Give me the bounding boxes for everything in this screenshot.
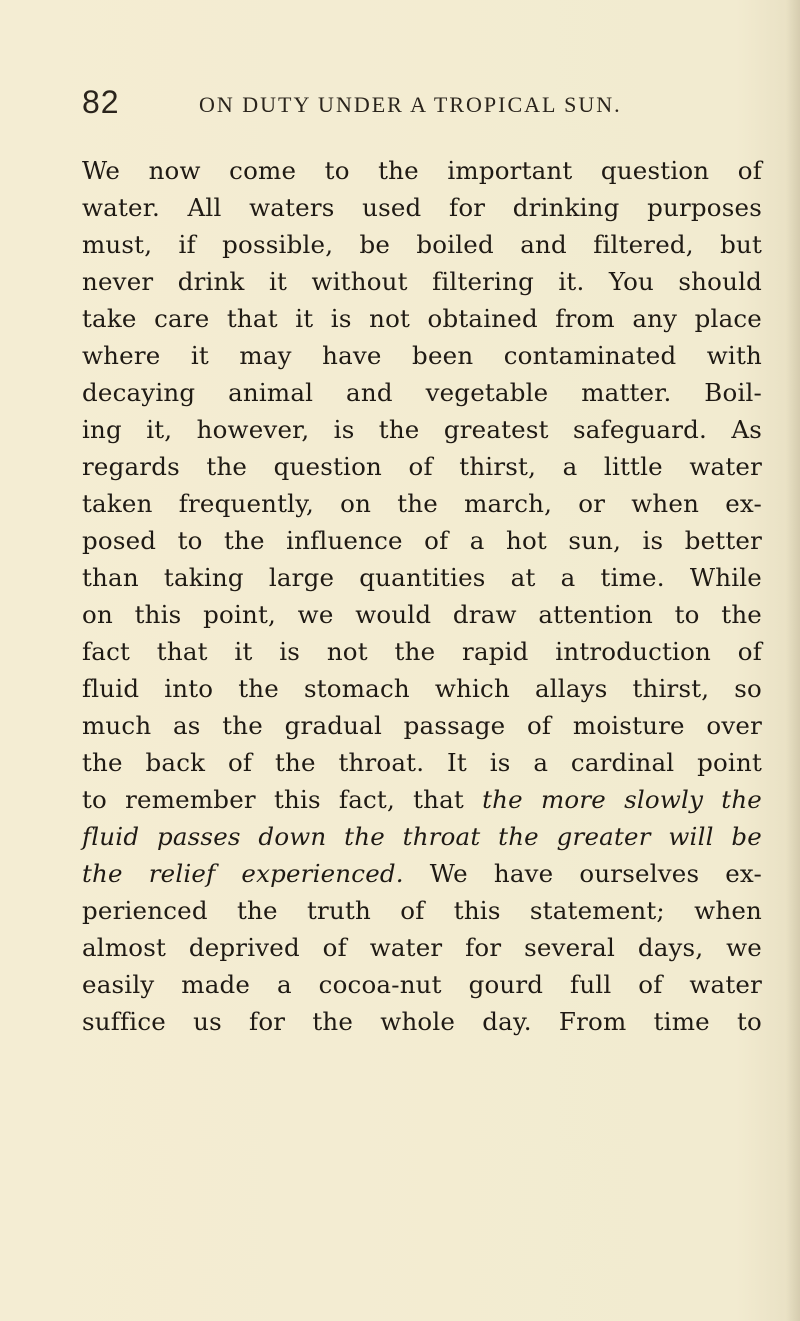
page-number: 82 [82, 84, 120, 120]
text-line: fact that it is not the rapid introduction of [82, 637, 762, 666]
text-line: on this point, we would draw attention to the [82, 600, 762, 629]
text-line: decaying animal and vegetable matter. Boil- [82, 378, 762, 407]
italic-text-line: fluid passes down the throat the greater will be [82, 822, 762, 851]
text-line: easily made a cocoa-nut gourd full of water [82, 970, 762, 999]
text-line: taken frequently, on the march, or when ex- [82, 489, 762, 518]
running-title: ON DUTY UNDER A TROPICAL SUN. [199, 92, 622, 117]
text-line: suffice us for the whole day. From time to [82, 1007, 762, 1036]
text-line: never drink it without filtering it. You should [82, 267, 762, 296]
text-line: where it may have been contaminated with [82, 341, 762, 370]
text-line: posed to the influence of a hot sun, is better [82, 526, 762, 555]
page-edge-shadow [786, 0, 800, 1321]
italic-text: the relief experienced. [82, 859, 404, 888]
text-line [82, 855, 762, 892]
body-paragraph [82, 152, 762, 1040]
text-line [82, 781, 762, 818]
text-line: much as the gradual passage of moisture over [82, 711, 762, 740]
text-span: We have ourselves ex- [403, 859, 762, 888]
text-line: ing it, however, is the greatest safeguard. As [82, 415, 762, 444]
text-line: fluid into the stomach which allays thirst, so [82, 674, 762, 703]
text-line: regards the question of thirst, a little water [82, 452, 762, 481]
text-line: take care that it is not obtained from any place [82, 304, 762, 333]
italic-text: the more slowly the [482, 785, 762, 814]
text-line: We now come to the important question of [82, 156, 762, 185]
text-line: almost deprived of water for several days, we [82, 933, 762, 962]
text-line: the back of the throat. It is a cardinal point [82, 748, 762, 777]
text-line: than taking large quantities at a time. While [82, 563, 762, 592]
page-header [82, 84, 762, 124]
text-line: must, if possible, be boiled and filtered, but [82, 230, 762, 259]
text-line: water. All waters used for drinking purposes [82, 193, 762, 222]
text-span: to remember this fact, that [82, 785, 483, 814]
text-line: perienced the truth of this statement; when [82, 896, 762, 925]
